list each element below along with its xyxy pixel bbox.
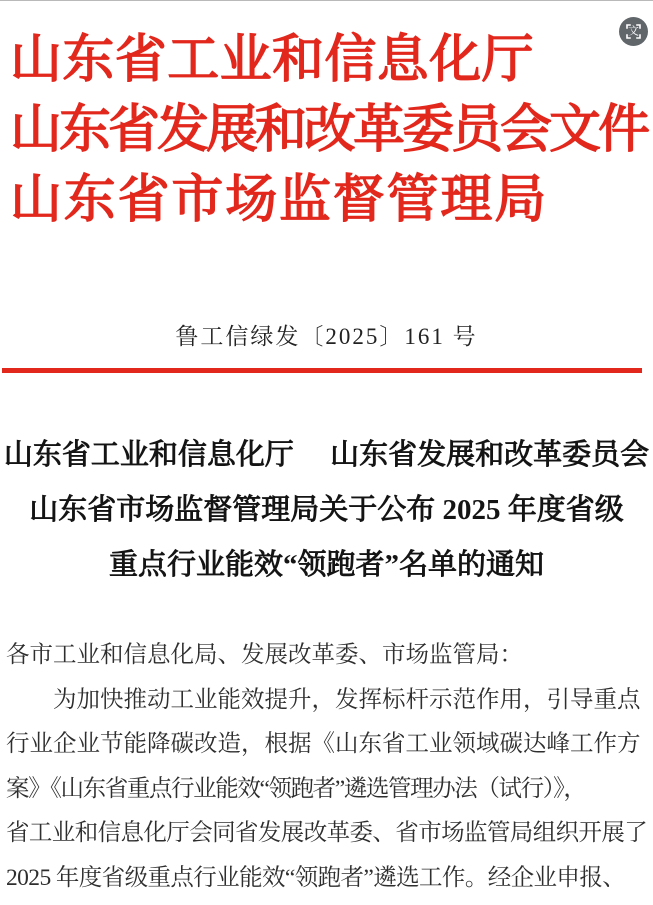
title-line-2: 山东省市场监督管理局关于公布 2025 年度省级 <box>29 494 624 526</box>
letterhead-line-1: 山东省工业和信息化厅 <box>10 32 535 89</box>
body-line-1: 为加快推动工业能效提升，发挥标杆示范作用，引导重点 <box>53 686 641 713</box>
document-title <box>0 428 653 593</box>
red-letterhead <box>10 26 647 236</box>
body-line-5: 2025 年度省级重点行业能效“领跑者”遴选工作。经企业申报、 <box>6 864 626 891</box>
extract-text-button[interactable] <box>619 17 648 46</box>
title-line-3: 重点行业能效“领跑者”名单的通知 <box>108 549 544 581</box>
ocr-glyph-label: 文 <box>628 24 639 37</box>
salutation-line: 各市工业和信息化局、发展改革委、市场监管局： <box>6 642 523 668</box>
body-line-2: 行业企业节能降碳改造，根据《山东省工业领域碳达峰工作方 <box>6 731 641 757</box>
red-divider-rule <box>2 368 642 373</box>
body-line-3: 案》《山东省重点行业能效“领跑者”遴选管理办法（试行）》， <box>6 775 586 802</box>
title-line-1: 山东省工业和信息化厅 山东省发展和改革委员会 <box>3 439 650 471</box>
letterhead-line-2: 山东省发展和改革委员会文件 <box>10 102 648 159</box>
letterhead-line-3: 山东省市场监督管理局 <box>10 172 549 229</box>
top-border <box>0 0 653 1</box>
document-body <box>6 633 647 900</box>
document-number: 鲁工信绿发〔2025〕161 号 <box>175 324 478 349</box>
body-line-4: 省工业和信息化厅会同省发展改革委、省市场监管局组织开展了 <box>6 820 648 846</box>
